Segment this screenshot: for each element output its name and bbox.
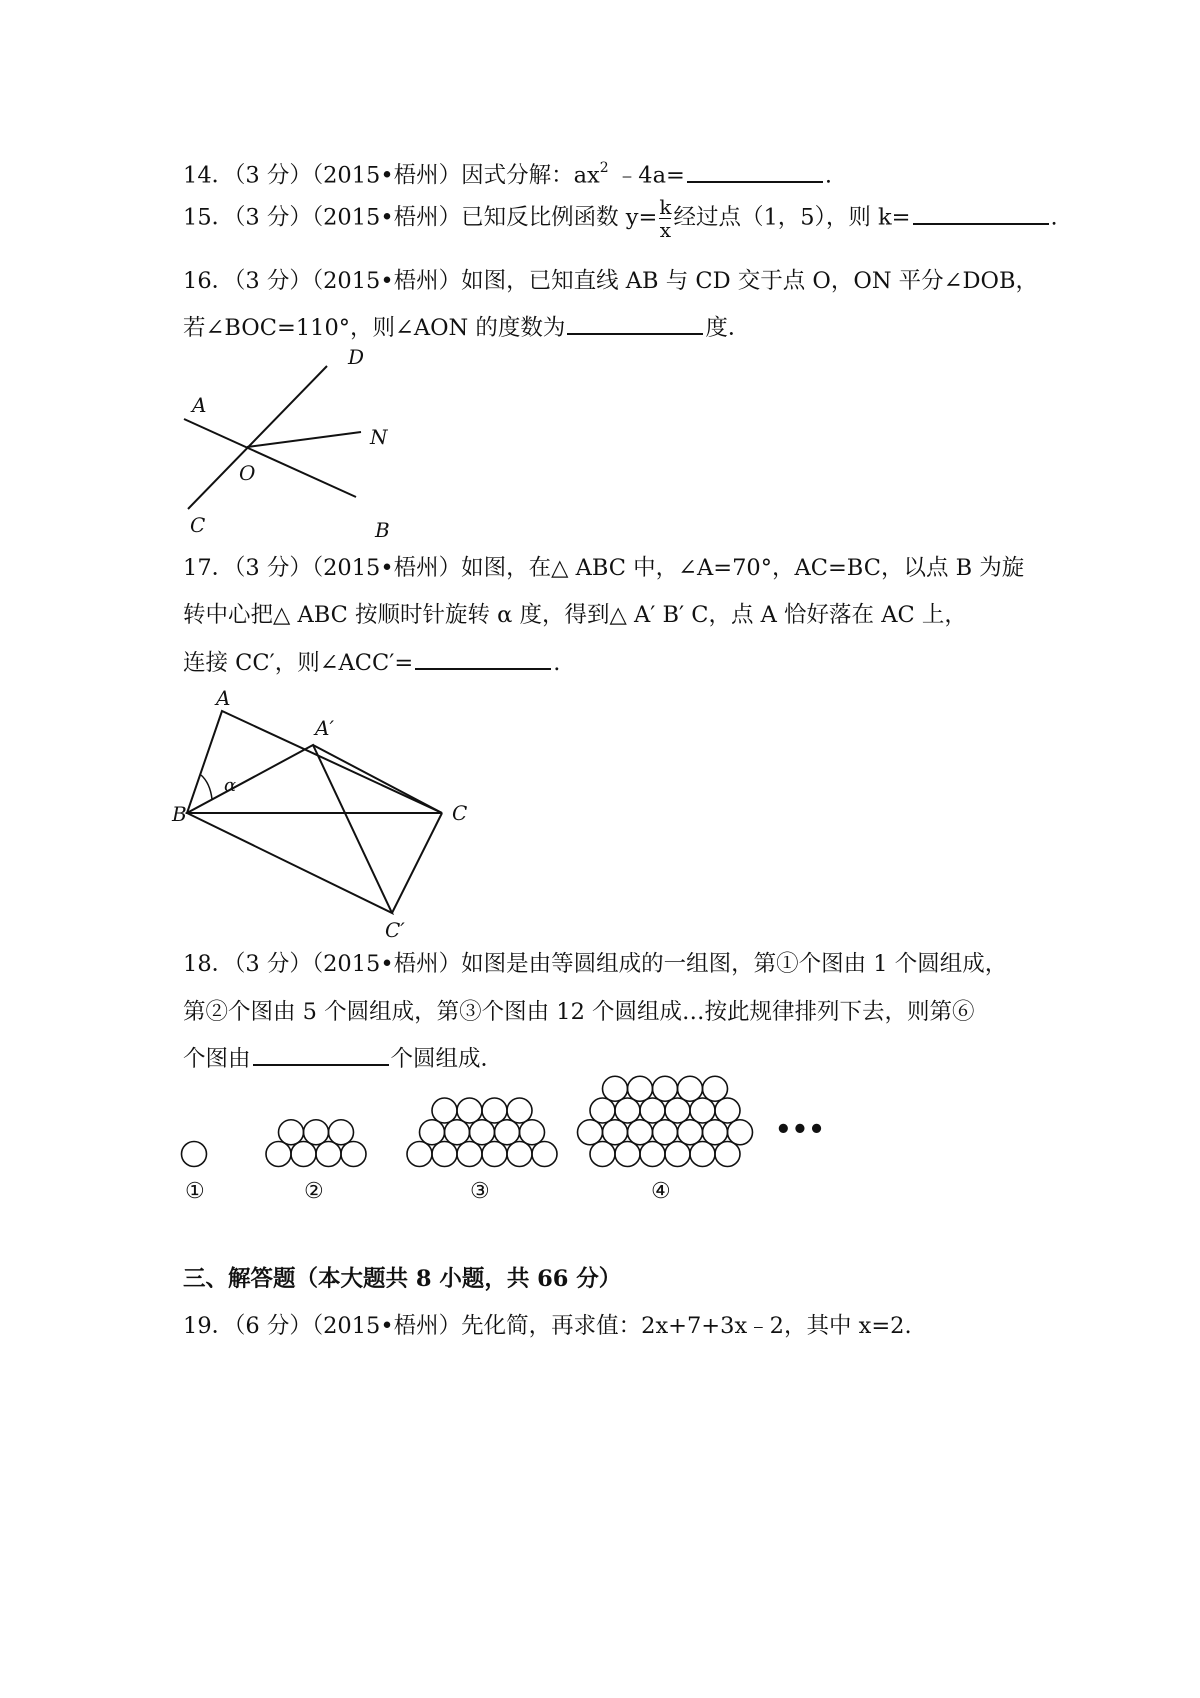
q14-end: . — [824, 162, 833, 189]
pattern-circle — [715, 1098, 740, 1123]
answer-blank[interactable] — [567, 313, 703, 335]
pattern-circle — [279, 1120, 304, 1145]
label-alpha: α — [224, 775, 237, 796]
pattern-circle — [266, 1142, 291, 1167]
pattern-circle — [590, 1142, 615, 1167]
question-18-line-1: 18．（3 分）（2015•梧州）如图是由等圆组成的一组图，第①个图由 1 个圆组成， — [183, 951, 1008, 977]
pattern-circle — [432, 1142, 457, 1167]
question-14 — [183, 155, 832, 191]
label-o: O — [239, 461, 256, 485]
figure-number-label: ② — [304, 1179, 324, 1204]
pattern-circle — [603, 1076, 628, 1101]
label-c: C — [452, 801, 468, 825]
pattern-circle — [678, 1120, 703, 1145]
figure-intersecting-lines — [180, 345, 420, 542]
label-c-prime: C′ — [385, 918, 405, 942]
pattern-circle — [407, 1142, 432, 1167]
question-19: 19．（6 分）（2015•梧州）先化简，再求值：2x+7+3x﹣2，其中 x=2. — [183, 1313, 912, 1339]
pattern-circle — [182, 1142, 207, 1167]
figure-circle-pattern — [180, 1080, 825, 1210]
fraction-denominator: x — [659, 218, 672, 242]
pattern-circle — [640, 1098, 665, 1123]
segment-a1-c — [313, 745, 442, 813]
pattern-circle — [457, 1142, 482, 1167]
question-15 — [183, 196, 1058, 241]
q18-line3-end: 个圆组成． — [390, 1046, 504, 1072]
pattern-circle — [341, 1142, 366, 1167]
q18-line3-lead: 个图由 — [183, 1046, 251, 1072]
fraction-numerator: k — [659, 195, 672, 219]
q14-exponent: 2 — [599, 160, 609, 176]
answer-blank[interactable] — [913, 203, 1049, 225]
pattern-circle — [653, 1120, 678, 1145]
label-a: A — [216, 686, 231, 710]
pattern-circle — [420, 1120, 445, 1145]
q15-tail: 经过点（1，5），则 k= — [673, 204, 911, 231]
pattern-circle — [665, 1098, 690, 1123]
label-a: A — [192, 393, 207, 417]
section-heading: 三、解答题（本大题共 8 小题，共 66 分） — [183, 1266, 622, 1292]
label-b: B — [375, 518, 390, 542]
ellipsis: ••• — [775, 1115, 825, 1145]
pattern-circle — [615, 1142, 640, 1167]
pattern-circle — [507, 1142, 532, 1167]
pattern-circle — [628, 1120, 653, 1145]
pattern-circle — [470, 1120, 495, 1145]
pattern-circle — [495, 1120, 520, 1145]
question-17-line-1: 17．（3 分）（2015•梧州）如图，在△ ABC 中，∠A=70°，AC=BC，以点 B 为旋 — [183, 555, 1025, 581]
fraction — [659, 196, 671, 241]
pattern-circle — [615, 1098, 640, 1123]
pattern-circle — [728, 1120, 753, 1145]
figure-number-label: ④ — [651, 1179, 671, 1204]
angle-arc — [201, 775, 212, 799]
figure-rotated-triangle — [172, 686, 480, 942]
line-cd — [188, 366, 327, 509]
pattern-circle — [445, 1120, 470, 1145]
label-c: C — [190, 513, 206, 537]
pattern-circle — [578, 1120, 603, 1145]
pattern-circle — [304, 1120, 329, 1145]
pattern-circle — [507, 1098, 532, 1123]
q16-line2-end: 度． — [705, 315, 751, 341]
label-d: D — [348, 345, 365, 369]
q16-line2-lead: 若∠BOC=110°，则∠AON 的度数为 — [183, 315, 566, 341]
pattern-circle — [703, 1076, 728, 1101]
question-18-line-2: 第②个图由 5 个圆组成，第③个图由 12 个圆组成…按此规律排列下去，则第⑥ — [183, 999, 975, 1025]
pattern-circle — [715, 1142, 740, 1167]
pattern-circle — [628, 1076, 653, 1101]
question-16-line-2 — [183, 313, 750, 343]
question-17-line-3 — [183, 648, 560, 678]
label-n: N — [370, 425, 388, 449]
pattern-circle — [678, 1076, 703, 1101]
pattern-circle — [532, 1142, 557, 1167]
figure-number-label: ① — [185, 1179, 205, 1204]
q14-lead: 14．（3 分）（2015•梧州）因式分解：ax — [183, 162, 600, 189]
pattern-circle — [482, 1142, 507, 1167]
q15-lead: 15．（3 分）（2015•梧州）已知反比例函数 y= — [183, 204, 658, 231]
question-18-line-3 — [183, 1044, 503, 1074]
question-17-line-2: 转中心把△ ABC 按顺时针旋转 α 度，得到△ A′ B′ C，点 A 恰好落在 AC 上， — [183, 602, 967, 628]
pattern-circle — [690, 1098, 715, 1123]
q17-line3-end: . — [553, 650, 561, 676]
pattern-circle — [690, 1142, 715, 1167]
pattern-circle — [457, 1098, 482, 1123]
q15-end: . — [1050, 204, 1058, 231]
pattern-circle — [640, 1142, 665, 1167]
pattern-circle — [329, 1120, 354, 1145]
figure-number-label: ③ — [470, 1179, 490, 1204]
answer-blank[interactable] — [415, 648, 551, 670]
pattern-circle — [432, 1098, 457, 1123]
pattern-circle — [653, 1076, 678, 1101]
pattern-circle — [703, 1120, 728, 1145]
segment-c-c1 — [392, 813, 442, 913]
pattern-circle — [520, 1120, 545, 1145]
pattern-circle — [482, 1098, 507, 1123]
pattern-circle — [603, 1120, 628, 1145]
question-16-line-1: 16．（3 分）（2015•梧州）如图，已知直线 AB 与 CD 交于点 O，ON 平分∠DOB， — [183, 268, 1039, 294]
pattern-circle — [316, 1142, 341, 1167]
label-b: B — [172, 802, 187, 826]
answer-blank[interactable] — [687, 161, 823, 183]
ray-on — [247, 432, 361, 447]
pattern-circle — [590, 1098, 615, 1123]
pattern-circle — [665, 1142, 690, 1167]
q14-tail: ﹣4a= — [608, 162, 685, 189]
pattern-circle — [291, 1142, 316, 1167]
answer-blank[interactable] — [253, 1044, 389, 1066]
q17-line3-lead: 连接 CC′，则∠ACC′= — [183, 650, 414, 676]
label-a-prime: A′ — [315, 716, 334, 740]
